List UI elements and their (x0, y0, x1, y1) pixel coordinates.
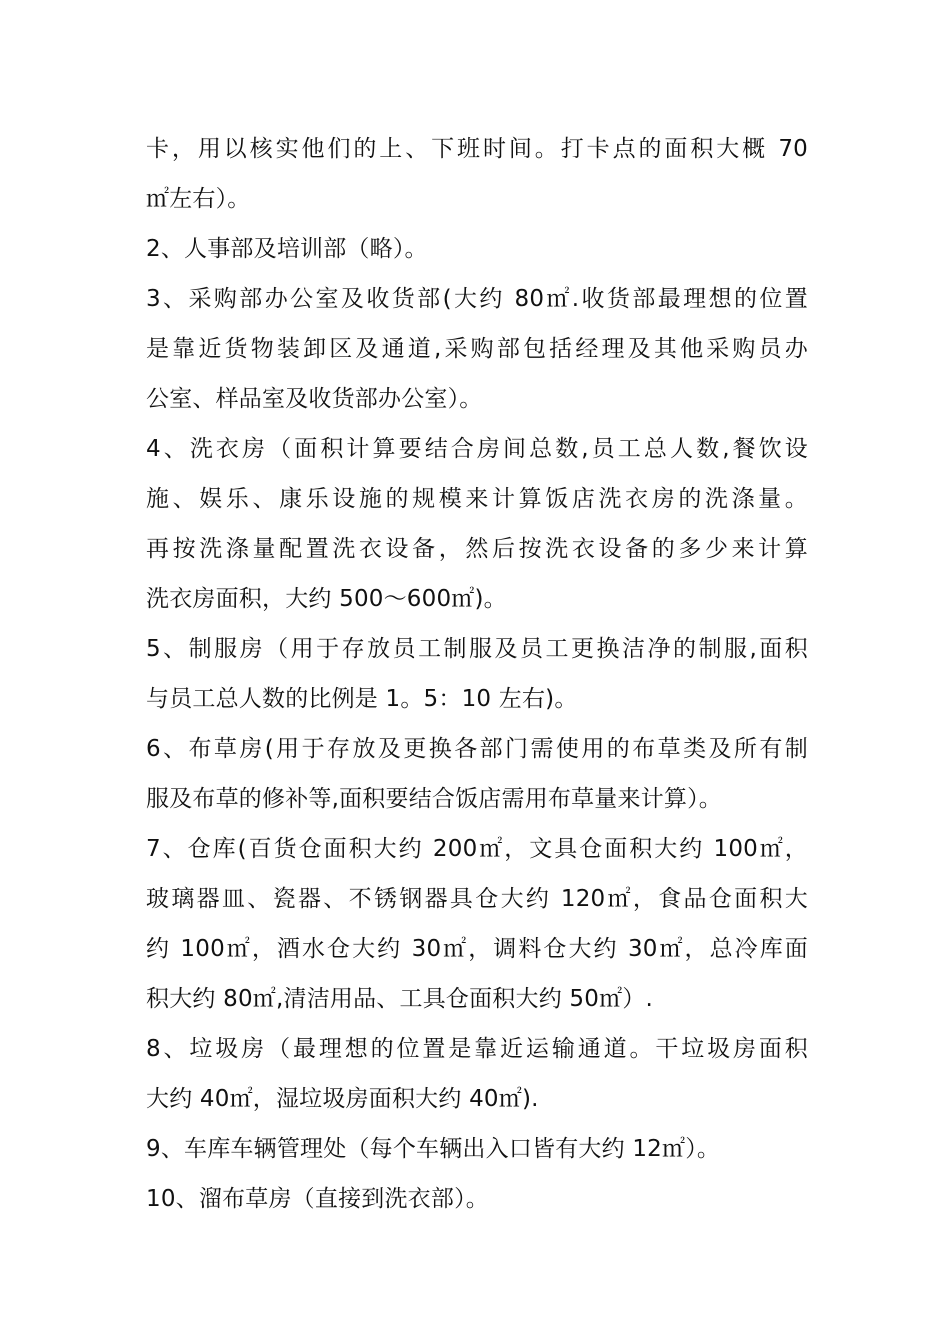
text-line: 3、采购部办公室及收货部(大约 80㎡.收货部最理想的位置 (146, 286, 808, 312)
text-line: 5、制服房（用于存放员工制服及员工更换洁净的制服,面积 (146, 636, 808, 662)
text-line: 10、溜布草房（直接到洗衣部）。 (146, 1186, 489, 1212)
text-line: ㎡左右）。 (146, 186, 251, 212)
text-line: 与员工总人数的比例是 1。5：10 左右)。 (146, 686, 578, 712)
text-line: 6、布草房(用于存放及更换各部门需使用的布草类及所有制 (146, 736, 808, 762)
text-line: 4、洗衣房（面积计算要结合房间总数,员工总人数,餐饮设 (146, 436, 808, 462)
text-line: 8、垃圾房（最理想的位置是靠近运输通道。干垃圾房面积 (146, 1036, 808, 1062)
text-line: 玻璃器皿、瓷器、不锈钢器具仓大约 120㎡，食品仓面积大 (146, 886, 808, 912)
text-line: 积大约 80㎡,清洁用品、工具仓面积大约 50㎡）. (146, 986, 653, 1012)
text-line: 大约 40㎡，湿垃圾房面积大约 40㎡). (146, 1086, 539, 1112)
text-line: 施、娱乐、康乐设施的规模来计算饭店洗衣房的洗涤量。 (146, 486, 808, 512)
text-line: 是靠近货物装卸区及通道,采购部包括经理及其他采购员办 (146, 336, 808, 362)
text-line: 公室、样品室及收货部办公室）。 (146, 386, 483, 412)
document-body (146, 124, 808, 1224)
text-line: 约 100㎡，酒水仓大约 30㎡，调料仓大约 30㎡，总冷库面 (146, 936, 808, 962)
text-line: 卡，用以核实他们的上、下班时间。打卡点的面积大概 70 (146, 136, 808, 162)
text-line: 洗衣房面积，大约 500～600㎡)。 (146, 586, 507, 612)
text-line: 再按洗涤量配置洗衣设备，然后按洗衣设备的多少来计算 (146, 536, 808, 562)
text-line: 服及布草的修补等,面积要结合饭店需用布草量来计算）。 (146, 786, 723, 812)
text-line: 9、车库车辆管理处（每个车辆出入口皆有大约 12㎡）。 (146, 1136, 721, 1162)
text-line: 7、仓库(百货仓面积大约 200㎡，文具仓面积大约 100㎡， (146, 836, 808, 862)
text-line: 2、人事部及培训部（略）。 (146, 236, 428, 262)
